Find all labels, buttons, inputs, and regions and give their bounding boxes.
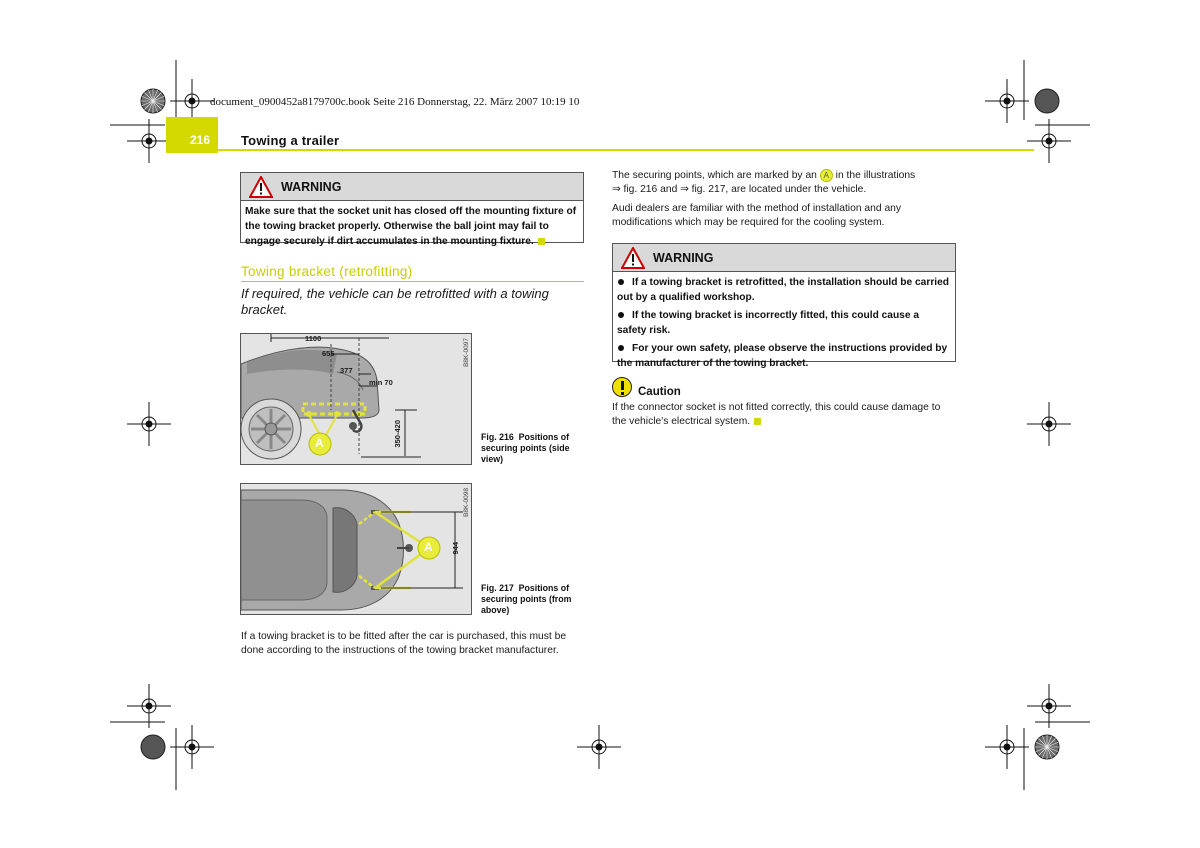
dim-944: 944 [451,542,460,555]
dim-1100: 1100 [305,334,322,343]
warning-box [240,172,584,247]
dealers-paragraph: Audi dealers are familiar with the method of installation and any modifications which may be required for the cooling system. [612,203,902,228]
retrofit-paragraph: If a towing bracket is to be fitted after the car is purchased, this must be done according to the instructions of the towing bracket manufacturer. [241,631,567,656]
print-info: document_0900452a8179700c.book Seite 216 Donnerstag, 22. März 2007 10:19 10 [210,96,580,108]
warning-item [617,275,951,305]
marker-a: A [424,540,433,554]
bullet-icon [618,345,624,351]
page-number: 216 [190,133,211,147]
caption-label: Fig. 216 [481,432,514,442]
figure-217 [240,483,472,615]
caution-text [612,401,957,429]
section-heading: Towing bracket (retrofitting) [241,264,413,279]
top-view-illustration [241,484,472,615]
marker-a: A [315,436,324,450]
section-intro: If required, the vehicle can be retrofitted with a towing bracket. [241,286,549,317]
figure-code: B8K-0097 [463,338,470,367]
caution-title: Caution [638,386,681,398]
header-rule [166,149,1034,151]
dim-350-420: 350-420 [393,420,402,448]
section-rule [241,281,584,282]
warning-triangle-icon [621,247,645,269]
caution-text-run: If the connector socket is not fitted correctly, this could cause damage to the vehicle's electrical system. [612,402,941,427]
warning-box [612,243,956,369]
text-run: in the illustrations [835,170,916,182]
text-run: ⇒ fig. 216 and ⇒ fig. 217, are located under the vehicle. [612,184,867,196]
warning-triangle-icon [249,176,273,198]
caption-text: Positions of securing points (side view) [481,432,570,464]
figure-217-caption [481,583,591,616]
dim-377: 377 [340,366,353,375]
side-view-illustration [241,334,472,465]
warning-title: WARNING [653,250,714,265]
end-marker-icon [538,238,545,245]
warning-item-text: If the towing bracket is incorrectly fitted, this could cause a safety risk. [617,310,920,336]
caption-text: Positions of securing points (from above) [481,583,572,615]
warning-item-text: For your own safety, please observe the instructions provided by the manufacturer of the towing bracket. [617,343,948,369]
bullet-icon [618,279,624,285]
warning-item-text: If a towing bracket is retrofitted, the installation should be carried out by a qualified workshop. [617,277,949,303]
warning-item [617,308,951,338]
dim-min70: min 70 [369,378,393,387]
warning-item [617,341,951,371]
figure-code: B8K-0098 [463,488,470,517]
caution-header [612,376,681,398]
warning-title: WARNING [281,179,342,194]
text-run: The securing points, which are marked by an [612,170,817,182]
caption-label: Fig. 217 [481,583,514,593]
warning-body [613,272,955,377]
warning-text: Make sure that the socket unit has closed off the mounting fixture of the towing bracket properly. Otherwise the ball joint may fail to engage securely if dirt accumulates in the mounting fixture. [245,206,577,247]
warning-header [241,173,583,201]
warning-body [241,201,583,252]
marker-a-icon: A [820,169,833,182]
end-marker-icon [754,418,761,425]
warning-header [613,244,955,272]
running-title: Towing a trailer [241,133,340,148]
caution-icon [612,377,632,397]
securing-points-paragraph [612,169,962,197]
figure-216-caption [481,432,591,465]
dim-655: 655 [322,349,335,358]
figure-216 [240,333,472,465]
bullet-icon [618,312,624,318]
